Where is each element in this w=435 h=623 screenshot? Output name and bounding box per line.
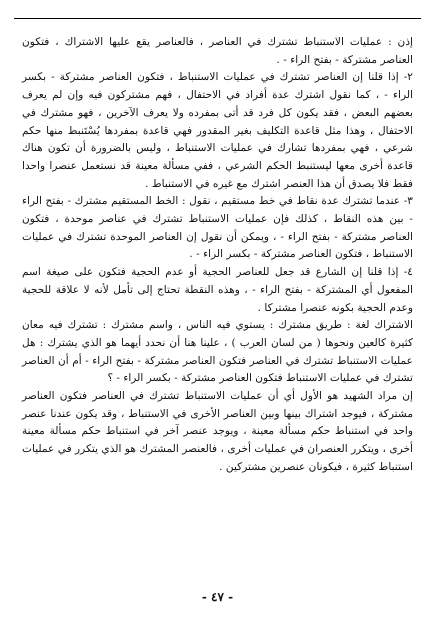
header-rule [14, 18, 421, 19]
paragraph-conclusion: إذن : عمليات الاستنباط تشترك في العناصر ، فالعناصر يقع عليها الاشتراك ، فتكون العناصر مشتركة - بفتح الراء - . [22, 36, 413, 66]
paragraph-martyr-intent: إن مراد الشهيد هو الأول أي أن عمليات الاستنباط تشترك في العناصر فتكون العناصر مشتركة ، فيوجد اشتراك بينها وبين العناصر الأخرى في الاستنباط ، وقد يكون عندنا عنصر واحد في استنباط حكم مسألة معينة ، ويوجد عنصر آخر في استنباط حكم مسألة معينة أخرى ، ويتكرر العنصران في عمليات أخرى ، فالعنصر المشترك هو الذي يتكرر في عمليات استنباط كثيرة ، فيكونان عنصرين مشتركين . [22, 390, 413, 473]
paragraph-linguistic-definition: الاشتراك لغة : طريق مشترك : يستوي فيه الناس ، واسم مشترك : تشترك فيه معان كثيرة كالعين ونحوها ( من لسان العرب ) ، علينا هنا أن نحدد أيهما هو الذي يشترك : هل عمليات الاستنباط تشترك في العناصر فتكون العناصر مشتركة - بفتح الراء - أم أن العناصر تشترك في عمليات الاستنباط فتكون العناصر مشتركة - بكسر الراء - ؟ [22, 319, 413, 385]
page-body [22, 34, 413, 477]
paragraph-point-3: ٣- عندما تشترك عدة نقاط في خط مستقيم ، نقول : الخط المستقيم مشترك - بفتح الراء - بين هذه النقاط ، كذلك فإن عمليات الاستنباط تشترك في عناصر موحدة ، فتكون العناصر مشتركة - بفتح الراء - ، ويمكن أن نقول إن العناصر الموحدة تشترك في عمليات الاستنباط ، فتكون العناصر مشتركة - بكسر الراء - . [22, 195, 413, 261]
page-number: - ٤٧ - [201, 590, 234, 604]
paragraph-point-2: ٢- إذا قلنا إن العناصر تشترك في عمليات الاستنباط ، فتكون العناصر مشتركة - بكسر الراء - ، كما نقول اشترك عدة أفراد في الاحتفال ، فهم مشتركون فيه وإن لم يعرف بعضهم البعض ، فقد يكون كل فرد قد أتى بمفرده ولا يعرف الآخرين ، فهو مشترك في الاحتفال ، وهذا مثل قاعدة التكليف بغير المقدور فهي قاعدة بمفردها يُسْتَنبط منها حكم شرعي ، فهي بمفردها تشارك في عمليات الاستنباط ، وليس بالضرورة أن تكون هناك قاعدة أخرى معها ليستنبط الحكم الشرعي ، ففي مسألة معينة قد نستعمل عنصرا واحدا فقط فلا يصدق أن هذا العنصر اشترك مع غيره في الاستنباط . [22, 71, 413, 190]
paragraph-point-4: ٤- إذا قلنا إن الشارع قد جعل للعناصر الحجية أو عدم الحجية فتكون على صيغة اسم المفعول أي المشتركة - بفتح الراء - ، وهذه النقطة تحتاج إلى تأمل لأنه لا علاقة للحجية وعدم الحجية بكونه عنصرا مشتركا . [22, 266, 413, 314]
